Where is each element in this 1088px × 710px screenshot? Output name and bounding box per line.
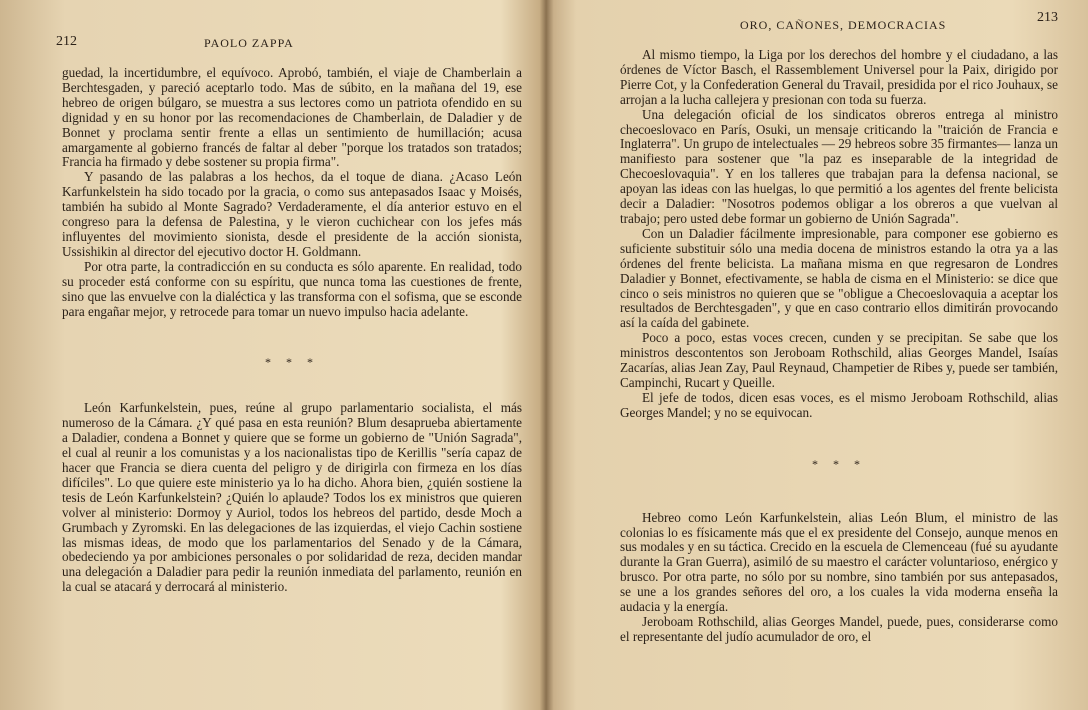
left-running-head xyxy=(56,34,522,60)
left-spacer xyxy=(62,319,522,347)
right-page xyxy=(556,0,1088,710)
right-spacer-2 xyxy=(620,483,1058,511)
left-paragraph-3: Por otra parte, la contradicción en su conducta es sólo aparente. En realidad, todo su proceder está conforme con su espíritu, que nunca toma las cuestiones de frente, sino que las envuelve con la dialéctica y las transforma con el sofisma, que se esconde para engañar mejor, y retrocede para tomar un nuevo impulso hacia adelante. xyxy=(62,258,522,319)
left-paragraph-4: León Karfunkelstein, pues, reúne al grupo parlamentario socialista, el más numeroso de la Cámara. ¿Y qué pasa en esta reunión? Blum desaprueba abiertamente a Daladier, condena a Bonnet y quiere que se forme un gobierno de "Unión Sagrada", el cual al reunir a los comunistas y a los nacionalistas tipo de Kerillis "sería capaz de hacer que Francia se diera cuenta del peligro y de dirigirla con firmeza en los días difíciles". Lo que quiere este ministerio ya lo ha dicho. Ahora bien, ¿quién sostiene la tesis de León Karfunkelstein? ¿Quién lo aplaude? Todos los ex ministros que quieren volver al ministerio: Dormoy y Auriol, todos los hebreos del partido, desde Moch a Grumbach y Zyromski. En las delegaciones de las izquierdas, el viejo Cachin sostiene las mismas ideas, de modo que los parlamentarios del Senado y de la Cámara, obedeciendo ya por ambiciones personales o por solidaridad de reza, deciden mandar una delegación a Daladier para pedir la reunión inmediata del parlamento, reunión en la cual se atacará y derrocará al ministerio. xyxy=(62,400,522,595)
left-spacer-2 xyxy=(62,381,522,401)
left-head-title: PAOLO ZAPPA xyxy=(204,36,294,50)
right-spacer xyxy=(620,421,1058,449)
right-section-separator: * * * xyxy=(812,456,866,471)
right-paragraph-4: Poco a poco, estas voces crecen, cunden y se precipitan. Se sabe que los ministros descontentos son Jeroboam Rothschild, alias Georges Mandel, Isaías Zacarías, alias Jean Zay, Paul Reynaud, Champetier de Ribes y, puede ser también, Campinchi, Rucart y Queille. xyxy=(620,330,1058,390)
right-paragraph-6: Hebreo como León Karfunkelstein, alias León Blum, el ministro de las colonias lo es físicamente más que el ex presidente del Consejo, aunque menos en sus modales y en su táctica. Crecido en la escuela de Clemenceau (fué su ayudante durante la Gran Guerra), asimiló de su maestro el carácter voluntarioso, enérgico y brusco. Por otra parte, no sólo por su nombre, sino también por sus antepasados, se une a los grandes señores del oro, a los cuales la vida moderna enseña la audacia y la energía. xyxy=(620,509,1058,615)
right-paragraph-1: Al mismo tiempo, la Liga por los derechos del hombre y el ciudadano, a las órdenes de Víctor Basch, el Rassemblement Universel pour la Paix, dirigido por Pierre Cot, y la Confederation General du Travail, presidida por el rico Jouhaux, se arrojan a la lucha callejera y presionan con toda su fuerza. xyxy=(620,47,1059,107)
left-page xyxy=(0,0,540,710)
left-section-separator: * * * xyxy=(265,355,319,370)
right-paragraph-3: Con un Daladier fácilmente impresionable, para componer ese gobierno es suficiente substituir sólo una media docena de ministros estando la otra ya a las órdenes del frente belicista. La mañana misma en que regresaron de Londres Daladier y Bonnet, efectivamente, se habla de cisma en el Ministerio: se dice que cinco o seis ministros no quieren que se "obligue a Checoeslovaquia a aceptar los resultados de Berchtesgaden", y que en caso contrario ellos dimitirán provocando así la caída del gabinete. xyxy=(620,225,1058,331)
left-paragraph-2: Y pasando de las palabras a los hechos, da el toque de diana. ¿Acaso León Karfunkelstein ha sido tocado por la gracia, o como sus antepasados Isaac y Moisés, también ha subido al Monte Sagrado? Verdaderamente, el día anterior estuvo en el congreso para la defensa de Palestina, y le vieron cuchichear con los jefes más influyentes del movimiento sionista, desde el presidente de la acción sionista, Ussishikin al director del ejecutivo doctor H. Goldmann. xyxy=(62,169,522,259)
left-page-number: 212 xyxy=(56,34,77,49)
right-head-title: ORO, CAÑONES, DEMOCRACIAS xyxy=(740,18,947,32)
right-paragraph-7: Jeroboam Rothschild, alias Georges Mandel, puede, pues, considerarse como el representante del judío acumulador de oro, el xyxy=(620,614,1058,644)
left-paragraph-1: guedad, la incertidumbre, el equívoco. Aprobó, también, el viaje de Chamberlain a Berchtesgaden, y pareció aceptarlo todo. Mas de súbito, en la mañana del 19, ese hebreo de origen búlgaro, se muestra a sus lectores como un patriota ofendido en su dignidad y en su honor por las recomendaciones de Chamberlain, de Daladier y de Bonnet y proclama sentir frente a ellas un sentimiento de humillación; acusa amargamente al gobierno francés de faltar al deber "porque los tratados son tratados; Francia ha firmado y debe sostener su propia firma". xyxy=(62,65,522,170)
right-running-head xyxy=(620,12,1058,38)
right-paragraph-2: Una delegación oficial de los sindicatos obreros entrega al ministro checoeslovaco en París, Osuki, un mensaje criticando la "traición de Francia e Inglaterra". Un grupo de intelectuales — 29 hebreos sobre 35 firmantes— lanza un manifiesto para sostener que "la paz es inseparable de la integridad de Checoeslovaquia". Y en los talleres que trabajan para la defensa nacional, se apoyan las ideas con las huelgas, lo que permitió a los agentes del frente belicista decir a Daladier: "Nosotros podemos obligar a los obreros a que vuelvan al trabajo; pero usted debe formar un gobierno de Unión Sagrada". xyxy=(620,106,1058,226)
right-paragraph-5: El jefe de todos, dicen esas voces, es el mismo Jeroboam Rothschild, alias Georges Mandel; y no se equivocan. xyxy=(620,389,1058,420)
right-page-number: 213 xyxy=(1037,10,1058,25)
